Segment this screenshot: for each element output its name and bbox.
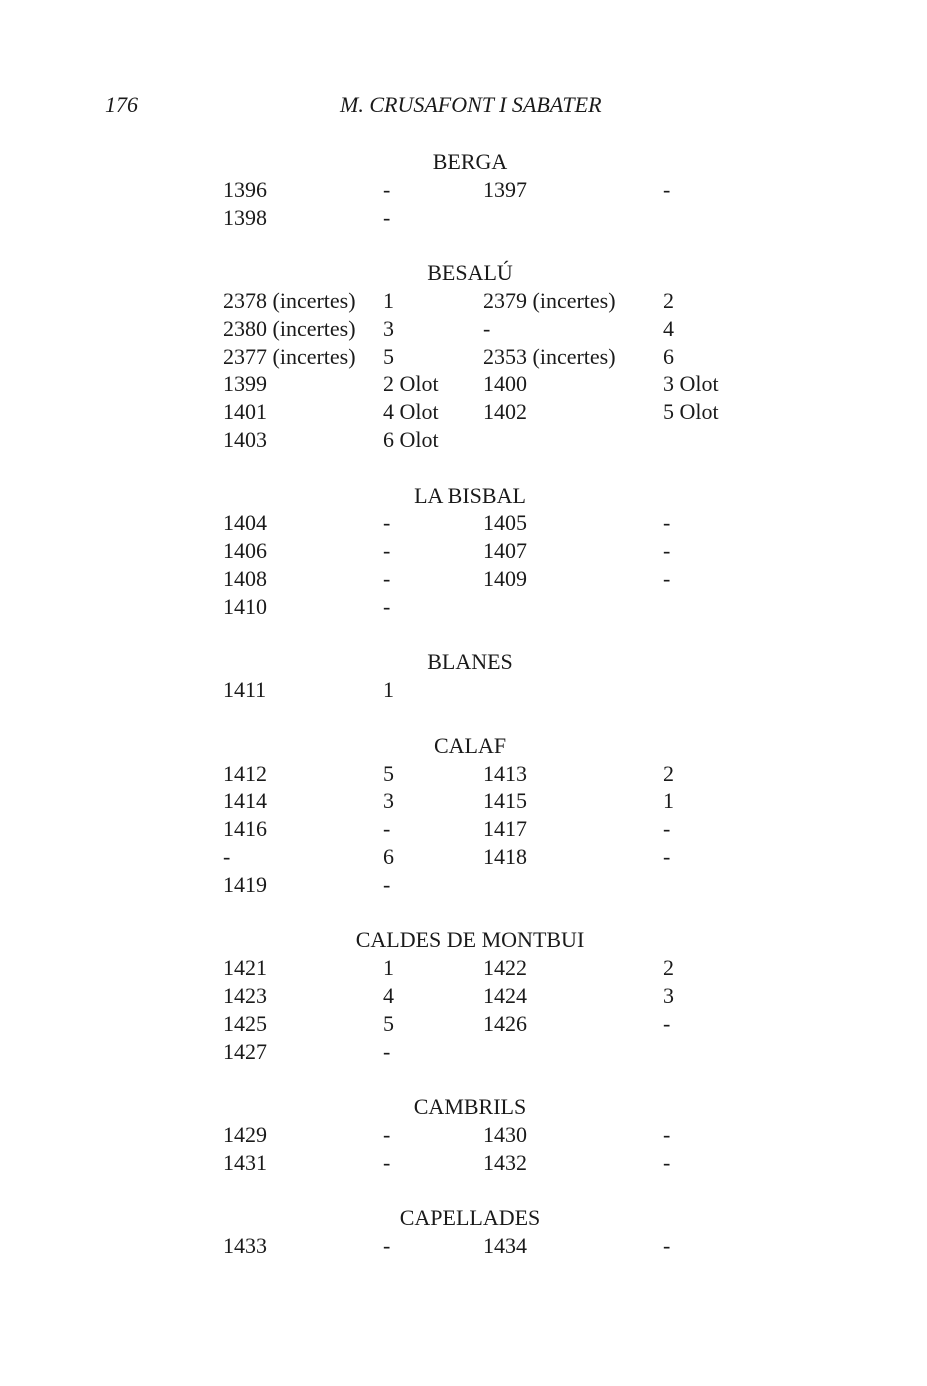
count-cell: 6 — [663, 343, 674, 369]
section-title — [0, 259, 927, 287]
section-title — [0, 148, 927, 176]
catalog-number-cell: 1421 — [223, 955, 267, 981]
catalog-number-cell: 1399 — [223, 371, 267, 397]
page-number: 176 — [105, 92, 138, 117]
count-cell: - — [383, 871, 391, 897]
count-cell: - — [383, 538, 391, 564]
section-title-text: BERGA — [432, 149, 508, 174]
count-cell: 6 Olot — [383, 426, 439, 452]
table-row — [0, 315, 927, 343]
mint-section — [0, 148, 927, 231]
mint-section — [0, 732, 927, 899]
mint-section — [0, 1204, 927, 1260]
table-row — [0, 676, 927, 704]
catalog-number-cell: 1401 — [223, 399, 267, 425]
section-title — [0, 648, 927, 676]
count-cell: - — [663, 565, 671, 591]
catalog-number-cell: 1404 — [223, 510, 267, 536]
count-cell: 3 Olot — [663, 371, 719, 397]
catalog-number-cell: 1424 — [483, 982, 527, 1008]
catalog-number-cell: 1427 — [223, 1038, 267, 1064]
section-title-text: CAPELLADES — [399, 1205, 541, 1231]
catalog-number-cell: 1407 — [483, 538, 527, 564]
table-row — [0, 426, 927, 454]
catalog-number-cell: 2377 (incertes) — [223, 343, 356, 369]
catalog-number-cell: 1426 — [483, 1010, 527, 1036]
count-cell: 4 — [663, 315, 674, 341]
table-row — [0, 982, 927, 1010]
count-cell: - — [383, 565, 391, 591]
table-row — [0, 954, 927, 982]
catalog-number-cell: 1425 — [223, 1010, 267, 1036]
count-cell: - — [383, 1121, 391, 1147]
table-row — [0, 843, 927, 871]
section-title — [0, 482, 927, 510]
count-cell: - — [663, 816, 671, 842]
count-cell: - — [383, 1038, 391, 1064]
section-title — [0, 926, 927, 954]
table-row — [0, 1121, 927, 1149]
count-cell: - — [383, 176, 391, 202]
running-title: M. CRUSAFONT I SABATER — [340, 92, 602, 117]
catalog-number-cell: 1408 — [223, 565, 267, 591]
mint-section — [0, 482, 927, 621]
catalog-number-cell: 1433 — [223, 1233, 267, 1259]
count-cell: 5 — [383, 343, 394, 369]
count-cell: - — [663, 843, 671, 869]
section-title — [0, 1204, 927, 1232]
section-title — [0, 1093, 927, 1121]
catalog-number-cell: - — [223, 843, 231, 869]
table-row — [0, 509, 927, 537]
count-cell: 4 Olot — [383, 399, 439, 425]
catalog-number-cell: 2379 (incertes) — [483, 287, 616, 313]
table-row — [0, 871, 927, 899]
table-row — [0, 370, 927, 398]
catalog-number-cell: 1409 — [483, 565, 527, 591]
count-cell: 4 — [383, 982, 394, 1008]
count-cell: 5 — [383, 760, 394, 786]
count-cell: - — [383, 593, 391, 619]
catalog-number-cell: 1430 — [483, 1121, 527, 1147]
section-title-text: CALDES DE MONTBUI — [355, 927, 585, 953]
catalog-number-cell: 1414 — [223, 788, 267, 814]
count-cell: - — [383, 510, 391, 536]
catalog-number-cell: 1413 — [483, 760, 527, 786]
section-title-text: BLANES — [427, 649, 513, 675]
mint-section — [0, 259, 927, 454]
count-cell: 2 — [663, 760, 674, 786]
count-cell: 6 — [383, 843, 394, 869]
table-row — [0, 565, 927, 593]
table-row — [0, 1149, 927, 1177]
mint-section — [0, 648, 927, 704]
catalog-number-cell: 2380 (incertes) — [223, 315, 356, 341]
count-cell: 5 Olot — [663, 399, 719, 425]
mint-section — [0, 926, 927, 1065]
count-cell: 3 — [383, 788, 394, 814]
catalog-number-cell: 1397 — [483, 176, 527, 202]
count-cell: 2 — [663, 287, 674, 313]
catalog-number-cell: 1410 — [223, 593, 267, 619]
section-title-text: LA BISBAL — [414, 482, 526, 508]
catalog-number-cell: 1402 — [483, 399, 527, 425]
count-cell: 1 — [663, 788, 674, 814]
catalog-number-cell: 1398 — [223, 204, 267, 230]
count-cell: - — [383, 816, 391, 842]
count-cell: - — [663, 1149, 671, 1175]
count-cell: - — [383, 204, 391, 230]
count-cell: 1 — [383, 955, 394, 981]
count-cell: 5 — [383, 1010, 394, 1036]
catalog-number-cell: 1406 — [223, 538, 267, 564]
catalog-number-cell: 1415 — [483, 788, 527, 814]
count-cell: 3 — [383, 315, 394, 341]
catalog-number-cell: 2353 (incertes) — [483, 343, 616, 369]
count-cell: - — [663, 1233, 671, 1259]
section-title — [0, 732, 927, 760]
count-cell: 2 — [663, 955, 674, 981]
section-title-text: BESALÚ — [427, 260, 513, 286]
catalog-number-cell: 1405 — [483, 510, 527, 536]
catalog-number-cell: 1403 — [223, 426, 267, 452]
table-row — [0, 204, 927, 232]
count-cell: 1 — [383, 287, 394, 313]
catalog-number-cell: 2378 (incertes) — [223, 287, 356, 313]
catalog-number-cell: 1412 — [223, 760, 267, 786]
section-title-text: CALAF — [433, 732, 507, 758]
count-cell: - — [663, 1010, 671, 1036]
table-row — [0, 176, 927, 204]
catalog-number-cell: 1396 — [223, 176, 267, 202]
count-cell: - — [663, 1121, 671, 1147]
catalog-number-cell: 1418 — [483, 843, 527, 869]
section-title-text: CAMBRILS — [413, 1094, 527, 1120]
count-cell: 1 — [383, 677, 394, 703]
catalog-number-cell: 1423 — [223, 982, 267, 1008]
table-row — [0, 815, 927, 843]
count-cell: 2 Olot — [383, 371, 439, 397]
catalog-number-cell: 1411 — [223, 677, 267, 703]
table-row — [0, 760, 927, 788]
mint-section — [0, 1093, 927, 1176]
table-row — [0, 398, 927, 426]
count-cell: - — [383, 1149, 391, 1175]
table-row — [0, 1010, 927, 1038]
catalog-number-cell: - — [483, 315, 491, 341]
table-row — [0, 1038, 927, 1066]
catalog-number-cell: 1417 — [483, 816, 527, 842]
table-row — [0, 593, 927, 621]
catalog-number-cell: 1431 — [223, 1149, 267, 1175]
table-row — [0, 1232, 927, 1260]
table-row — [0, 287, 927, 315]
catalog-number-cell: 1432 — [483, 1149, 527, 1175]
table-row — [0, 787, 927, 815]
mint-listing — [0, 148, 927, 1260]
catalog-number-cell: 1400 — [483, 371, 527, 397]
catalog-number-cell: 1416 — [223, 816, 267, 842]
count-cell: 3 — [663, 982, 674, 1008]
catalog-number-cell: 1429 — [223, 1121, 267, 1147]
count-cell: - — [663, 176, 671, 202]
table-row — [0, 537, 927, 565]
table-row — [0, 343, 927, 371]
catalog-number-cell: 1434 — [483, 1233, 527, 1259]
count-cell: - — [663, 510, 671, 536]
count-cell: - — [383, 1233, 391, 1259]
catalog-number-cell: 1422 — [483, 955, 527, 981]
count-cell: - — [663, 538, 671, 564]
catalog-number-cell: 1419 — [223, 871, 267, 897]
